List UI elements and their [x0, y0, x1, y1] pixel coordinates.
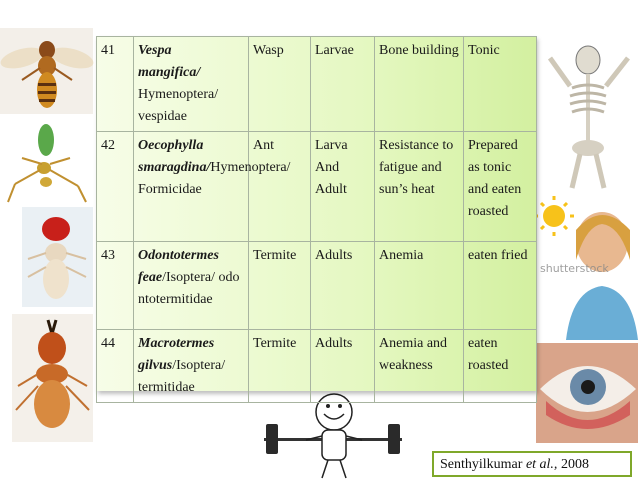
- termite-orange-icon: [12, 314, 93, 442]
- medicinal-use: Resistance to fatigue and sun’s heat: [375, 132, 464, 242]
- medicinal-use: Bone building: [375, 37, 464, 132]
- table-row: [97, 37, 537, 132]
- life-stage: Adults: [311, 242, 375, 330]
- ant-icon: [0, 118, 93, 206]
- row-number: 41: [97, 37, 134, 132]
- table-row: [97, 132, 537, 242]
- species-genus: Macrotermes: [138, 336, 215, 351]
- termite-soldier-red-photo: [22, 207, 93, 307]
- citation-author: Senthyilkumar: [440, 457, 523, 472]
- taxonomy: Hymenoptera/ Formicidae: [138, 160, 291, 197]
- insect-use-table: [96, 36, 536, 395]
- row-number: 44: [97, 330, 134, 403]
- row-number: 42: [97, 132, 134, 242]
- species-genus: Vespa: [138, 43, 172, 58]
- medicinal-use: Anemia: [375, 242, 464, 330]
- preparation: eaten roasted: [464, 330, 537, 403]
- termite-red-icon: [22, 207, 93, 307]
- watermark-text: shutterstock: [540, 262, 609, 275]
- common-name: Termite: [249, 330, 311, 403]
- weaver-ant-photo: [0, 118, 93, 206]
- skeleton-photo: [536, 38, 638, 188]
- species-cell: [134, 330, 249, 403]
- species-cell: [134, 37, 249, 132]
- insect-table: [96, 36, 537, 403]
- medicinal-use: Anemia and weakness: [375, 330, 464, 403]
- common-name: Termite: [249, 242, 311, 330]
- sun-icon: [536, 190, 638, 340]
- species-genus: Odontotermes: [138, 248, 219, 263]
- species-epithet: gilvus: [138, 358, 173, 373]
- species-epithet: mangifica/: [138, 65, 201, 80]
- species-genus: Oecophylla: [138, 138, 204, 153]
- wasp-icon: [0, 28, 93, 114]
- weightlifter-icon: [262, 390, 404, 479]
- taxonomy: Hymenoptera/ vespidae: [138, 87, 219, 124]
- citation-box: [432, 451, 632, 477]
- citation-year: 2008: [560, 457, 589, 472]
- common-name: Wasp: [249, 37, 311, 132]
- life-stage: Larvae: [311, 37, 375, 132]
- row-number: 43: [97, 242, 134, 330]
- table-row: [97, 330, 537, 403]
- eye-anemia-photo: [536, 343, 638, 443]
- preparation: Tonic: [464, 37, 537, 132]
- citation-etal: et al.,: [525, 457, 558, 472]
- taxonomy: /Isoptera/ odontotermitidae: [138, 270, 240, 307]
- preparation: Prepared as tonic and eaten roasted: [464, 132, 537, 242]
- termite-soldier-orange-photo: [12, 314, 93, 442]
- skeleton-icon: [536, 38, 638, 188]
- table-row: [97, 242, 537, 330]
- common-name: Ant: [249, 132, 311, 242]
- species-epithet: feae: [138, 270, 163, 285]
- life-stage: Larva And Adult: [311, 132, 375, 242]
- taxonomy: /Isoptera/ termitidae: [138, 358, 226, 395]
- eye-icon: [536, 343, 638, 443]
- weightlifter-cartoon: [262, 390, 404, 479]
- sun-heat-person-photo: [536, 190, 638, 340]
- preparation: eaten fried: [464, 242, 537, 330]
- life-stage: Adults: [311, 330, 375, 403]
- species-cell: [134, 242, 249, 330]
- species-epithet: smaragdina/: [138, 160, 211, 175]
- wasp-photo: [0, 28, 93, 114]
